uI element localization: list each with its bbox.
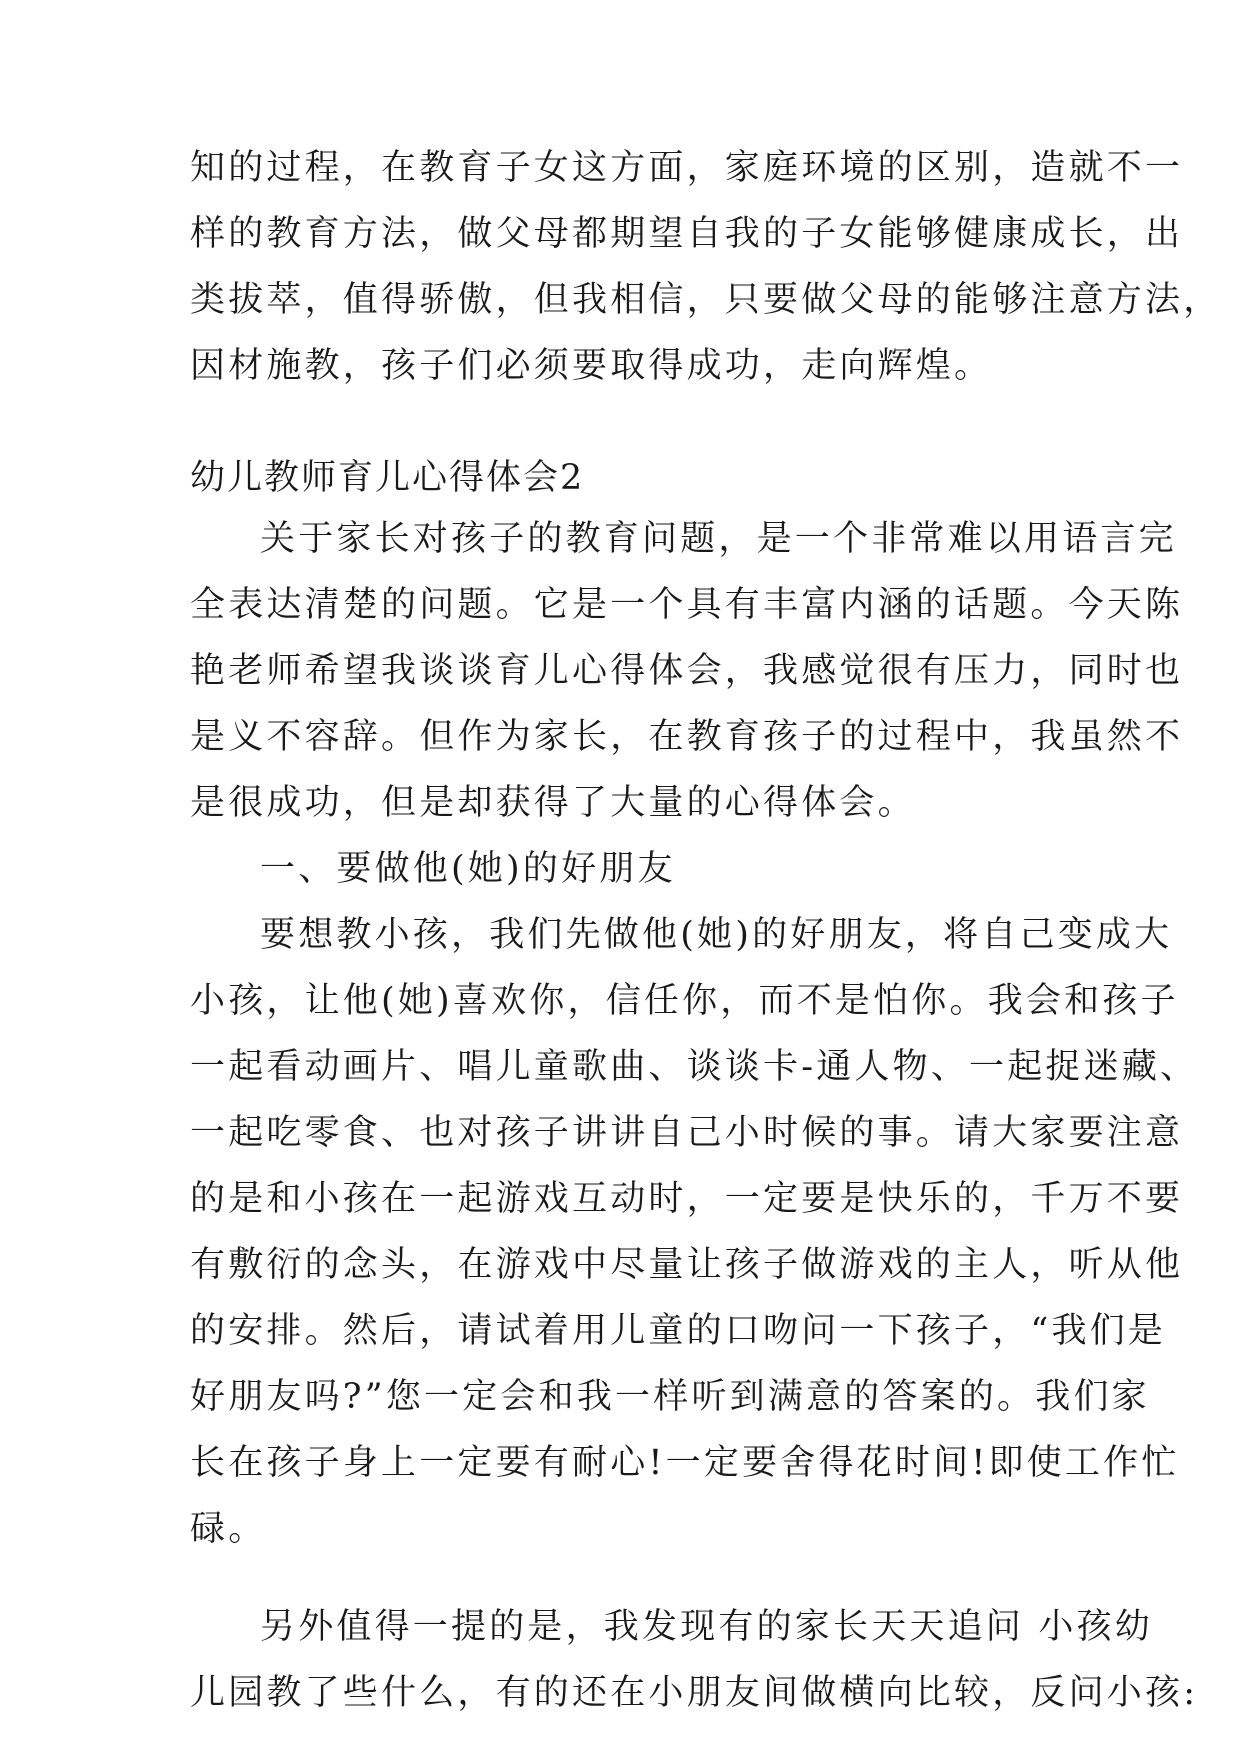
paragraph-line: 小孩，让他(她)喜欢你，信任你，而不是怕你。我会和孩子: [190, 981, 1179, 1021]
paragraph-line: 关于家长对孩子的教育问题，是一个非常难以用语言完: [260, 519, 1177, 559]
paragraph-line: 类拔萃，值得骄傲，但我相信，只要做父母的能够注意方法，: [190, 280, 1222, 320]
paragraph-line: 一起看动画片、唱儿童歌曲、谈谈卡-通人物、一起捉迷藏、: [190, 1047, 1199, 1087]
paragraph-line: 要想教小孩，我们先做他(她)的好朋友，将自己变成大: [260, 915, 1173, 955]
paragraph-line: 因材施教，孩子们必须要取得成功，走向辉煌。: [190, 346, 993, 386]
paragraph-line: 全表达清楚的问题。它是一个具有丰富内涵的话题。今天陈: [190, 585, 1184, 625]
section-heading: 幼儿教师育儿心得体会2: [190, 458, 585, 498]
paragraph-line: 碌。: [190, 1509, 267, 1549]
paragraph-line: 知的过程，在教育子女这方面，家庭环境的区别，造就不一: [190, 148, 1184, 188]
paragraph-line: 艳老师希望我谈谈育儿心得体会，我感觉很有压力，同时也: [190, 651, 1184, 691]
paragraph-line: 另外值得一提的是，我发现有的家长天天追问 小孩幼: [260, 1607, 1153, 1647]
paragraph-line: 有敷衍的念头，在游戏中尽量让孩子做游戏的主人，听从他: [190, 1245, 1184, 1285]
paragraph-line: 长在孩子身上一定要有耐心!一定要舍得花时间!即使工作忙: [190, 1443, 1180, 1483]
paragraph-line: 的安排。然后，请试着用儿童的口吻问一下孩子，“我们是: [190, 1311, 1167, 1351]
paragraph-line: 是义不容辞。但作为家长，在教育孩子的过程中，我虽然不: [190, 717, 1184, 757]
paragraph-line: 样的教育方法，做父母都期望自我的子女能够健康成长，出: [190, 214, 1184, 254]
paragraph-line: 的是和小孩在一起游戏互动时，一定要是快乐的，千万不要: [190, 1179, 1184, 1219]
paragraph-line: 好朋友吗?”您一定会和我一样听到满意的答案的。我们家: [190, 1377, 1150, 1417]
paragraph-line: 一起吃零食、也对孩子讲讲自己小时候的事。请大家要注意: [190, 1113, 1184, 1153]
paragraph-line: 是很成功，但是却获得了大量的心得体会。: [190, 783, 916, 823]
paragraph-line: 儿园教了些什么，有的还在小朋友间做横向比较，反问小孩:: [190, 1673, 1199, 1713]
subsection-heading: 一、要做他(她)的好朋友: [260, 849, 676, 889]
